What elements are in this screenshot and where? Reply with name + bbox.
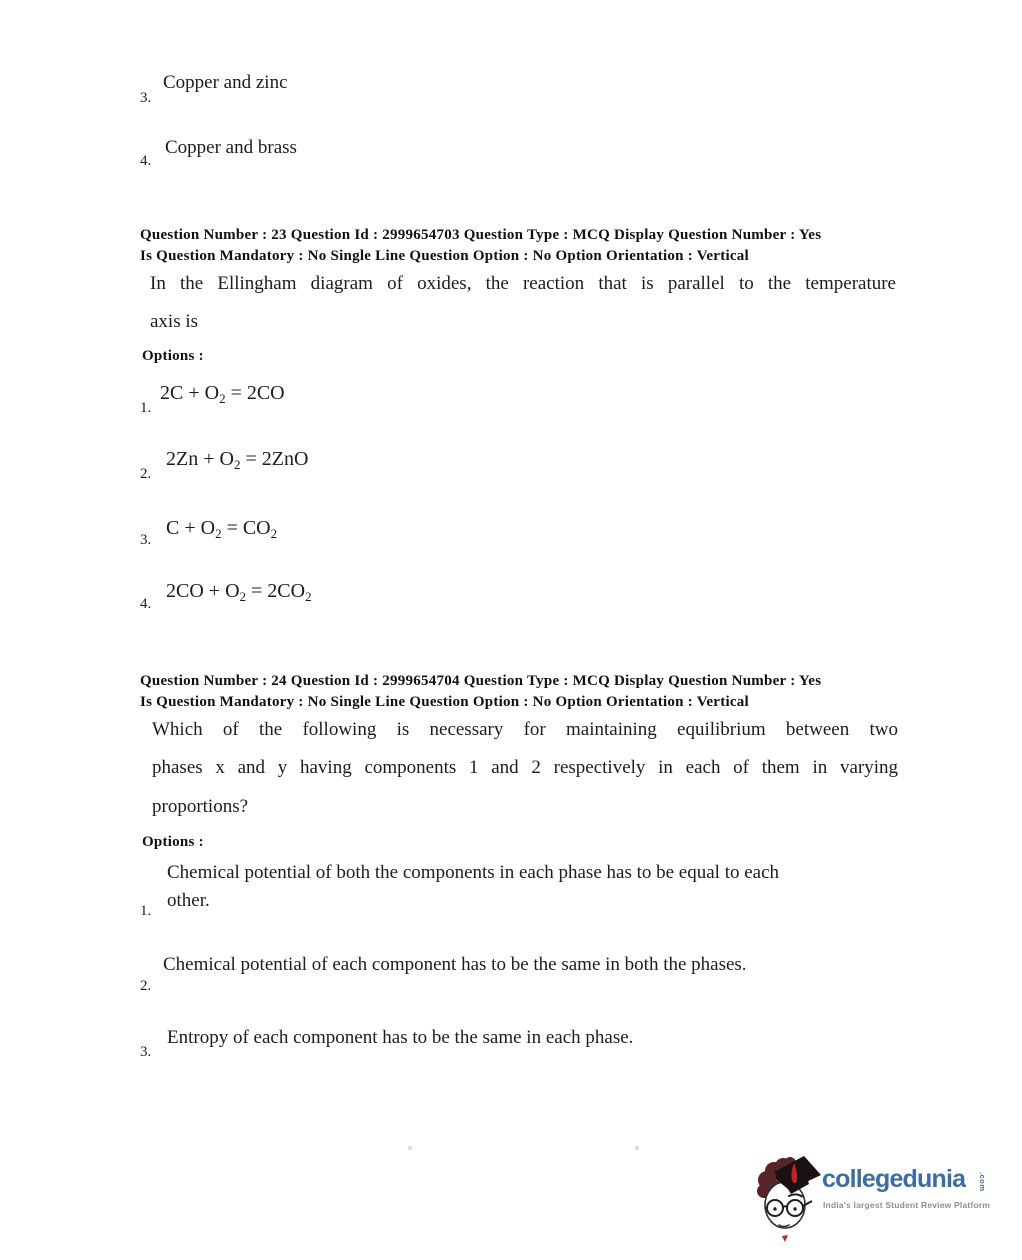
brand-name: collegedunia [822,1165,966,1193]
question-24-body-line: phases x and y having components 1 and 2 respectively in each of them in varying [152,757,898,778]
option-equation: $C + O_2 = CO_2$ [166,517,278,541]
question-meta-line: Question Number : 24 Question Id : 2999654704 Question Type : MCQ Display Question Number : Yes [140,673,822,689]
option-number: 3. [140,90,152,106]
option-number: 4. [140,596,152,612]
question-24-body-line: Which of the following is necessary for maintaining equilibrium between two [152,719,898,740]
option-text: Copper and zinc [163,72,288,93]
question-24-meta [140,671,912,712]
question-meta-line: Is Question Mandatory : No Single Line Question Option : No Option Orientation : Vertical [140,247,749,264]
options-heading: Options : [142,834,204,850]
brand-tld: .com [978,1172,987,1192]
option-text: Copper and brass [165,137,297,158]
question-meta-line: Is Question Mandatory : No Single Line Question Option : No Option Orientation : Vertical [140,693,749,710]
option-equation: $2Zn + O_2 = 2ZnO$ [166,448,309,472]
question-meta-line: Question Number : 23 Question Id : 2999654703 Question Type : MCQ Display Question Number : Yes [140,227,822,243]
question-23-body-line: axis is [150,311,199,332]
option-number: 2. [140,466,152,482]
question-23-body-line: In the Ellingham diagram of oxides, the reaction that is parallel to the temperature [150,273,896,294]
option-text: other. [167,890,210,911]
option-number: 3. [140,1044,152,1060]
option-text: Chemical potential of both the components in each phase has to be equal to each [167,862,780,883]
option-number: 1. [140,400,152,416]
scan-speck [408,1146,412,1150]
question-23-meta [140,225,912,266]
tilde-mark: ~ [780,1236,788,1251]
option-equation: $2C + O_2 = 2CO$ [160,382,285,406]
option-number: 1. [140,903,152,919]
option-number: 2. [140,978,152,994]
option-equation: $2CO + O_2 = 2CO_2$ [166,580,312,604]
options-heading: Options : [142,348,204,364]
brand-tagline: India's largest Student Review Platform [823,1200,991,1210]
question-24-body-line: proportions? [152,796,249,817]
option-text: Entropy of each component has to be the same in each phase. [167,1027,634,1048]
option-number: 3. [140,532,152,548]
option-text: Chemical potential of each component has to be the same in both the phases. [163,954,747,975]
collegedunia-mascot-icon [756,1150,822,1246]
collegedunia-logo [756,1148,1011,1256]
option-number: 4. [140,153,152,169]
scan-speck [635,1146,639,1150]
